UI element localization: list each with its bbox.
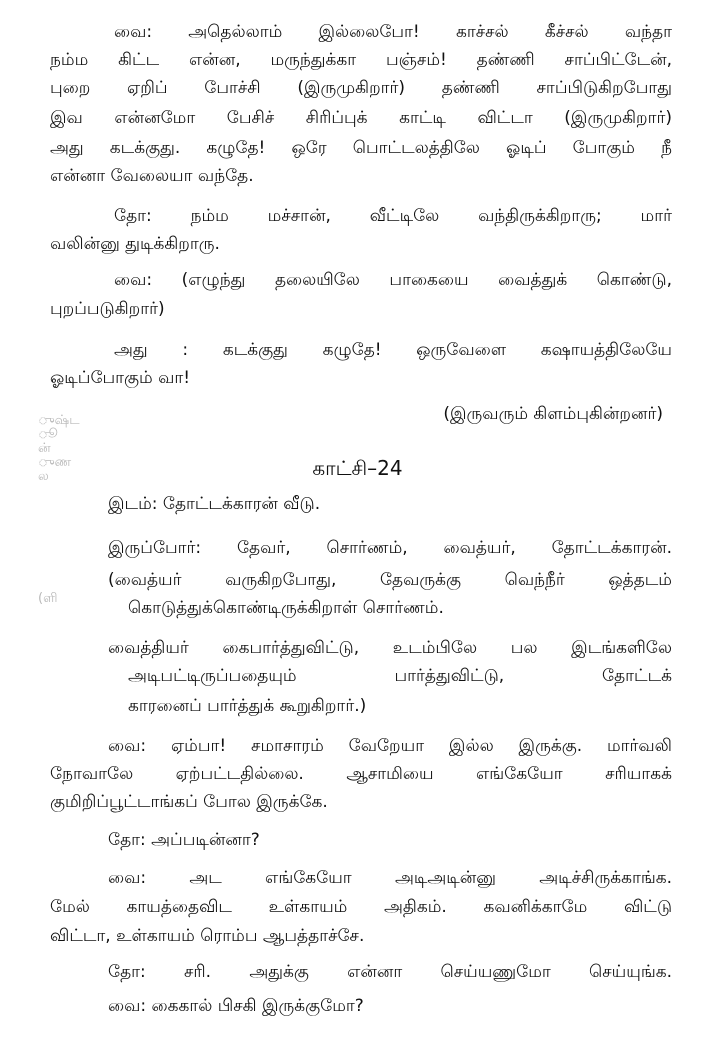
text-line: அது கடக்குது. கழுதே! ஒரே பொட்டலத்திலே ஓடிப் போகும் நீ [50, 138, 672, 158]
text-line: வை: அதெல்லாம் இல்லைபோ! காச்சல் கீச்சல் வந்தா [114, 22, 672, 42]
text-line: இருப்போர்: தேவர், சொர்ணம், வைத்யர், தோட்டக்காரன். [108, 538, 672, 558]
text-line: வைத்தியர் கைபார்த்துவிட்டு, உடம்பிலே பல இடங்களிலே [108, 638, 672, 658]
text-line: ஓடிப்போகும் வா! [50, 368, 191, 388]
text-line: வை: அட எங்கேயோ அடிஅடின்னு அடிச்சிருக்காங்க. [108, 868, 672, 888]
text-line: (வைத்யர் வருகிறபோது, தேவருக்கு வெந்நீர் ஒத்தடம் [108, 570, 672, 590]
text-line: குமிறிப்பூட்டாங்கப் போல இருக்கே. [50, 792, 328, 812]
text-line: வை: ஏம்பா! சமாசாரம் வேறேயா இல்ல இருக்கு. மார்வலி [108, 736, 672, 756]
text-line: வை: கைகால் பிசகி இருக்குமோ? [108, 996, 364, 1016]
text-line: கொடுத்துக்கொண்டிருக்கிறாள் சொர்ணம். [128, 598, 444, 618]
scene-heading: காட்சி–24 [312, 456, 403, 480]
text-line: என்னா வேலையா வந்தே. [50, 166, 254, 186]
text-line: வலின்னு துடிக்கிறாரு. [50, 234, 220, 254]
text-line: காரனைப் பார்த்துக் கூறுகிறார்.) [128, 696, 367, 716]
bleed-through-smudge: (ளி [38, 591, 58, 606]
bleed-through-smudge: ுஷ்ட ூ ன் ுண ல [38, 413, 80, 484]
text-line: அது : கடக்குது கழுதே! ஒருவேளை கஷாயத்திலேயே [114, 340, 672, 360]
text-line: நோவாலே ஏற்பட்டதில்லை. ஆசாமியை எங்கேயோ சரியாகக் [50, 764, 672, 784]
text-line: தோ: நம்ம மச்சான், வீட்டிலே வந்திருக்கிறாரு; மார் [114, 206, 672, 226]
text-line: அடிபட்டிருப்பதையும் பார்த்துவிட்டு, தோட்டக் [128, 666, 672, 686]
text-line: தோ: அப்படின்னா? [108, 830, 260, 850]
text-line: தோ: சரி. அதுக்கு என்னா செய்யணுமோ செய்யுங்க. [108, 962, 672, 982]
text-line: புறப்படுகிறார்) [50, 299, 165, 319]
text-line: மேல் காயத்தைவிட உள்காயம் அதிகம். கவனிக்காமே விட்டு [50, 897, 672, 917]
text-line: நம்ம கிட்ட என்ன, மருந்துக்கா பஞ்சம்! தண்ணி சாப்பிட்டேன், [50, 50, 672, 70]
text-line: இவ என்னமோ பேசிச் சிரிப்புக் காட்டி விட்டா (இருமுகிறார்) [50, 108, 672, 128]
text-line: புறை ஏறிப் போச்சி (இருமுகிறார்) தண்ணி சாப்பிடுகிறபோது [50, 78, 672, 98]
stage-direction: (இருவரும் கிளம்புகின்றனர்) [443, 404, 663, 424]
text-line: வை: (எழுந்து தலையிலே பாகையை வைத்துக் கொண்டு, [114, 270, 672, 290]
text-line: விட்டா, உள்காயம் ரொம்ப ஆபத்தாச்சே. [50, 926, 365, 946]
text-line: இடம்: தோட்டக்காரன் வீடு. [108, 494, 321, 514]
